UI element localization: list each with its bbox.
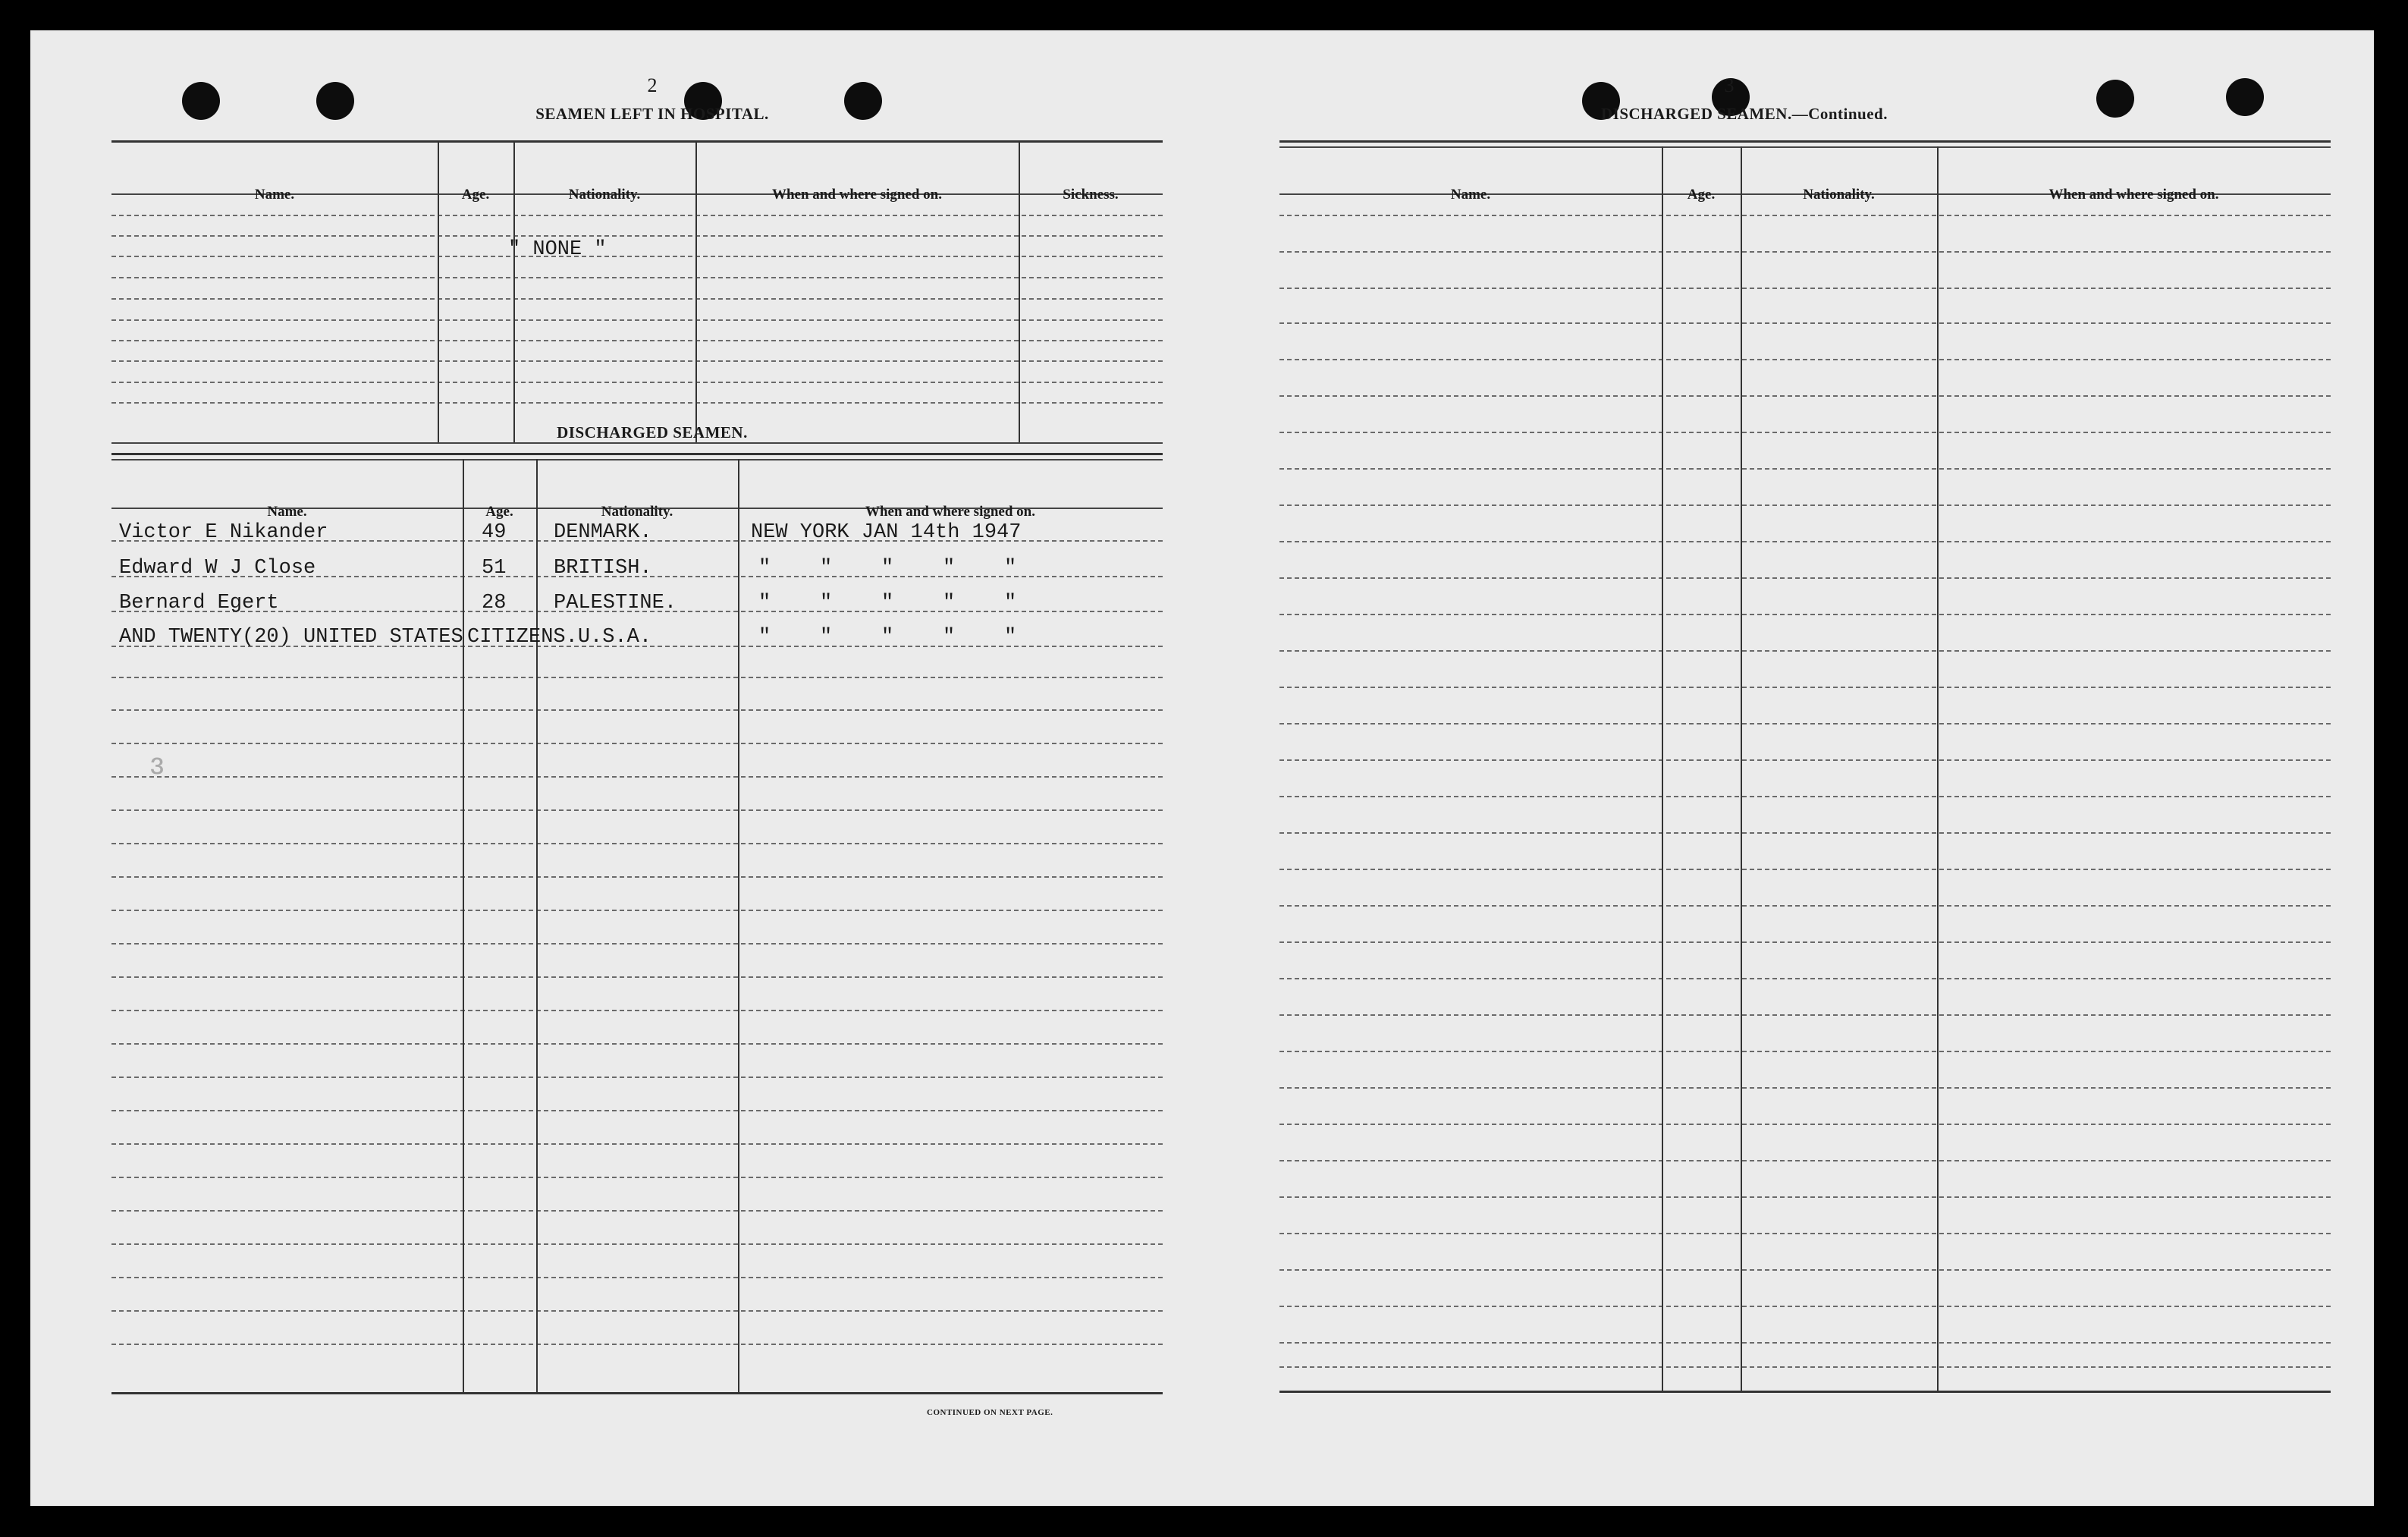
col-header-age: Age. bbox=[1687, 187, 1716, 203]
col-header-age: Age. bbox=[485, 504, 513, 520]
row-1-age: 49 bbox=[482, 521, 507, 544]
row-4-signed-on: " " " " " bbox=[758, 626, 1017, 649]
row-4-name: AND TWENTY(20) UNITED STATES bbox=[119, 626, 463, 649]
row-3-nationality: PALESTINE. bbox=[554, 592, 677, 614]
page-number-right: 3 bbox=[1724, 74, 1735, 96]
col-header-nationality: Nationality. bbox=[601, 504, 673, 520]
row-3-name: Bernard Egert bbox=[119, 592, 279, 614]
pencil-mark: ɜ bbox=[150, 747, 165, 781]
col-header-signed-on: When and where signed on. bbox=[865, 504, 1035, 520]
col-header-name: Name. bbox=[1450, 187, 1491, 203]
punch-hole bbox=[316, 82, 354, 120]
punch-hole bbox=[2096, 80, 2134, 118]
row-3-age: 28 bbox=[482, 592, 507, 614]
col-header-age: Age. bbox=[461, 187, 490, 203]
row-4-continuation: CITIZENS.U.S.A. bbox=[467, 626, 652, 649]
continued-note: CONTINUED ON NEXT PAGE. bbox=[927, 1408, 1053, 1417]
col-header-signed-on: When and where signed on. bbox=[2049, 187, 2219, 203]
row-2-signed-on: " " " " " bbox=[758, 557, 1017, 580]
discharged-continued-table bbox=[1279, 140, 2331, 1415]
page-number-left: 2 bbox=[647, 74, 658, 96]
punch-hole bbox=[2226, 78, 2264, 116]
col-header-signed-on: When and where signed on. bbox=[771, 187, 942, 203]
continued-section-title: DISCHARGED SEAMEN.—Continued. bbox=[1601, 105, 1888, 123]
row-1-nationality: DENMARK. bbox=[554, 521, 652, 544]
col-header-nationality: Nationality. bbox=[568, 187, 641, 203]
hospital-section-title: SEAMEN LEFT IN HOSPITAL. bbox=[535, 105, 769, 123]
discharged-section-title: DISCHARGED SEAMEN. bbox=[557, 423, 748, 442]
col-header-name: Name. bbox=[267, 504, 307, 520]
row-2-age: 51 bbox=[482, 557, 507, 580]
row-2-name: Edward W J Close bbox=[119, 557, 316, 580]
none-entry: " NONE " bbox=[508, 238, 607, 261]
col-header-nationality: Nationality. bbox=[1803, 187, 1875, 203]
row-1-signed-on: NEW YORK JAN 14th 1947 bbox=[751, 521, 1022, 544]
col-header-name: Name. bbox=[254, 187, 295, 203]
hospital-table bbox=[111, 140, 1163, 444]
row-2-nationality: BRITISH. bbox=[554, 557, 652, 580]
row-3-signed-on: " " " " " bbox=[758, 592, 1017, 614]
document-sheet bbox=[30, 30, 2374, 1506]
row-1-name: Victor E Nikander bbox=[119, 521, 328, 544]
punch-hole bbox=[182, 82, 220, 120]
col-header-sickness: Sickness. bbox=[1063, 187, 1119, 203]
